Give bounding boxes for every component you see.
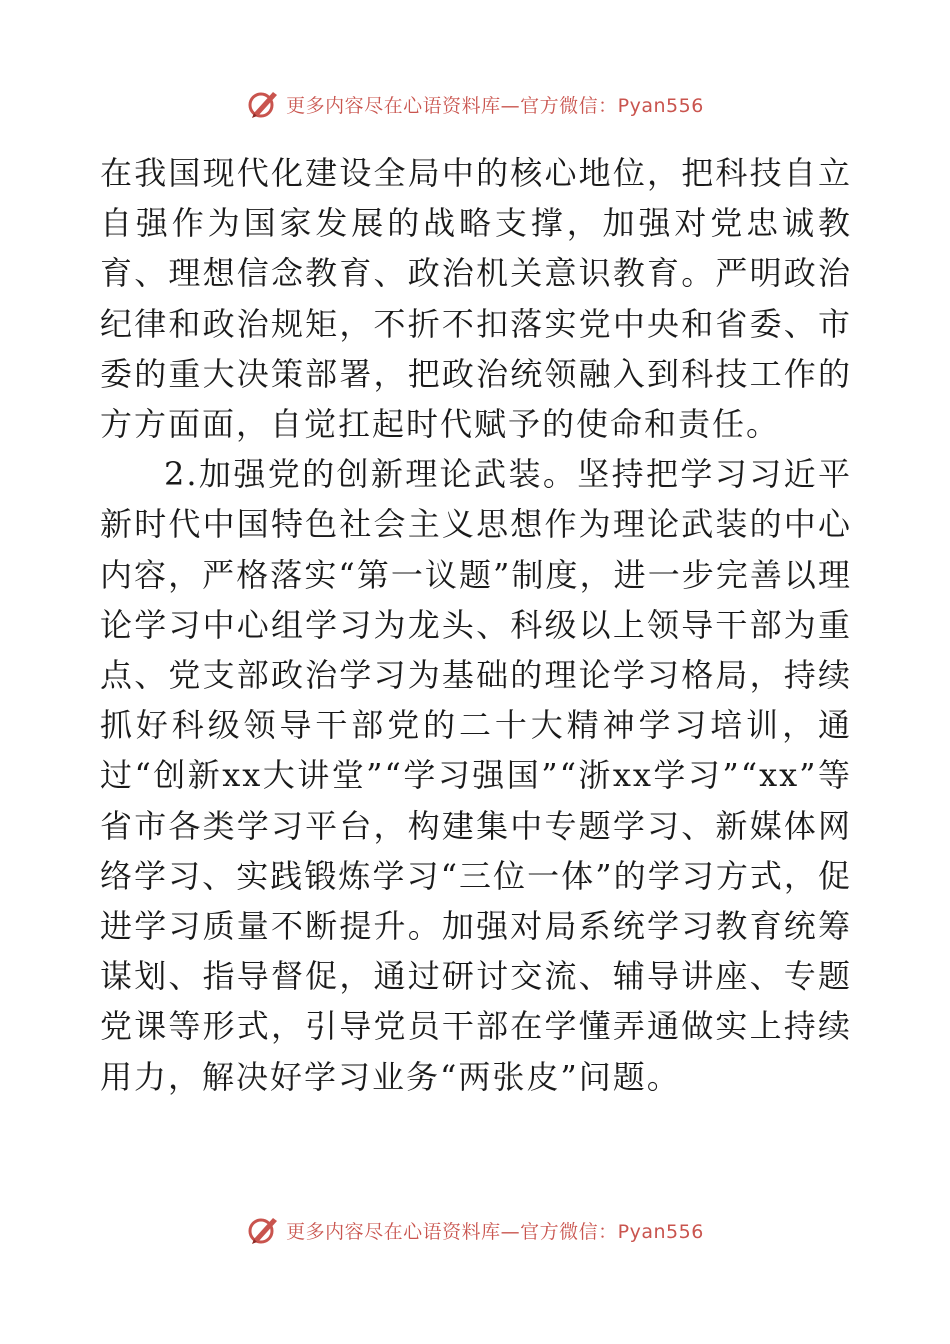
pen-logo-icon [246,87,280,121]
pen-logo-icon [246,1213,280,1247]
watermark-footer [0,1210,950,1250]
document-body [100,148,852,1102]
paragraph-2: 2.加强党的创新理论武装。坚持把学习习近平新时代中国特色社会主义思想作为理论武装的中心内容，严格落实“第一议题”制度，进一步完善以理论学习中心组学习为龙头、科级以上领导干部为重点、党支部政治学习为基础的理论学习格局，持续抓好科级领导干部党的二十大精神学习培训，通过“创新xx大讲堂”“学习强国”“浙xx学习”“xx”等省市各类学习平台，构建集中专题学习、新媒体网络学习、实践锻炼学习“三位一体”的学习方式，促进学习质量不断提升。加强对局系统学习教育统筹谋划、指导督促，通过研讨交流、辅导讲座、专题党课等形式，引导党员干部在学懂弄通做实上持续用力，解决好学习业务“两张皮”问题。 [100,455,852,1096]
watermark-text: 更多内容尽在心语资料库—官方微信：Pyan556 [286,94,704,117]
watermark-text: 更多内容尽在心语资料库—官方微信：Pyan556 [286,1220,704,1243]
watermark-header [0,84,950,124]
paragraph-1: 在我国现代化建设全局中的核心地位，把科技自立自强作为国家发展的战略支撑，加强对党忠诚教育、理想信念教育、政治机关意识教育。严明政治纪律和政治规矩，不折不扣落实党中央和省委、市委的重大决策部署，把政治统领融入到科技工作的方方面面，自觉扛起时代赋予的使命和责任。 [100,154,852,444]
